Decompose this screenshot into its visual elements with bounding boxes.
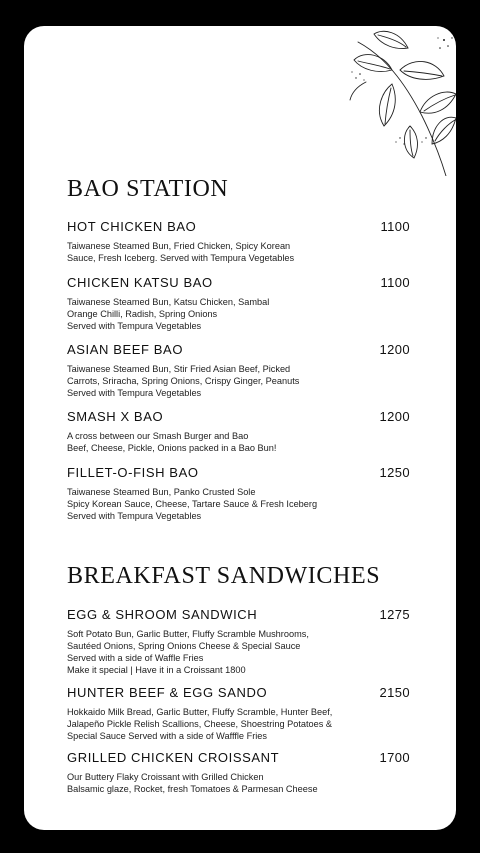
menu-item: [67, 685, 410, 742]
item-name: HUNTER BEEF & EGG SANDO: [67, 685, 268, 700]
item-name: ASIAN BEEF BAO: [67, 342, 184, 357]
item-description: Taiwanese Steamed Bun, Stir Fried Asian Beef, Picked Carrots, Sriracha, Spring Onions, Crispy Ginger, Peanuts Served with Tempura Vegetables: [67, 364, 300, 398]
menu-item: [67, 750, 410, 795]
item-description: Taiwanese Steamed Bun, Fried Chicken, Spicy Korean Sauce, Fresh Iceberg. Served with Tempura Vegetables: [67, 241, 295, 263]
item-name: EGG & SHROOM SANDWICH: [67, 607, 258, 622]
item-price: 1250: [379, 465, 410, 480]
leaf-illustration-icon: [344, 26, 456, 176]
item-price: 1700: [379, 750, 410, 765]
menu-item: [67, 409, 410, 454]
menu-card: [24, 26, 456, 830]
item-price: 2150: [379, 685, 410, 700]
menu-item: [67, 342, 410, 399]
menu-item: [67, 219, 410, 264]
item-name: CHICKEN KATSU BAO: [67, 275, 213, 290]
item-description: Hokkaido Milk Bread, Garlic Butter, Fluffy Scramble, Hunter Beef, Jalapeño Pickle Relish Scallions, Cheese, Shoestring Potatoes & Special Sauce Served with a side of Wafffle Fries: [67, 707, 333, 741]
item-description: Taiwanese Steamed Bun, Panko Crusted Sole Spicy Korean Sauce, Cheese, Tartare Sauce & Fresh Iceberg Served with Tempura Vegetables: [67, 487, 318, 521]
item-name: SMASH X BAO: [67, 409, 164, 424]
item-price: 1200: [379, 409, 410, 424]
item-name: GRILLED CHICKEN CROISSANT: [67, 750, 280, 765]
item-price: 1275: [379, 607, 410, 622]
section-title-breakfast-sandwiches: BREAKFAST SANDWICHES: [67, 563, 381, 589]
menu-item: [67, 607, 410, 676]
menu-item: [67, 275, 410, 332]
menu-item: [67, 465, 410, 522]
item-description: Soft Potato Bun, Garlic Butter, Fluffy Scramble Mushrooms, Sautéed Onions, Spring Onions Cheese & Special Sauce Served with a side of Waffle Fries Make it special | Have it in a Croissant 1800: [67, 629, 309, 675]
item-price: 1200: [379, 342, 410, 357]
section-title-bao-station: BAO STATION: [67, 176, 229, 202]
item-description: A cross between our Smash Burger and Bao Beef, Cheese, Pickle, Onions packed in a Bao Bun!: [67, 431, 277, 453]
item-description: Taiwanese Steamed Bun, Katsu Chicken, Sambal Orange Chilli, Radish, Spring Onions Served with Tempura Vegetables: [67, 297, 270, 331]
item-name: HOT CHICKEN BAO: [67, 219, 197, 234]
item-price: 1100: [380, 275, 410, 290]
item-description: Our Buttery Flaky Croissant with Grilled Chicken Balsamic glaze, Rocket, fresh Tomatoes & Parmesan Cheese: [67, 772, 318, 794]
item-name: FILLET-O-FISH BAO: [67, 465, 199, 480]
item-price: 1100: [380, 219, 410, 234]
